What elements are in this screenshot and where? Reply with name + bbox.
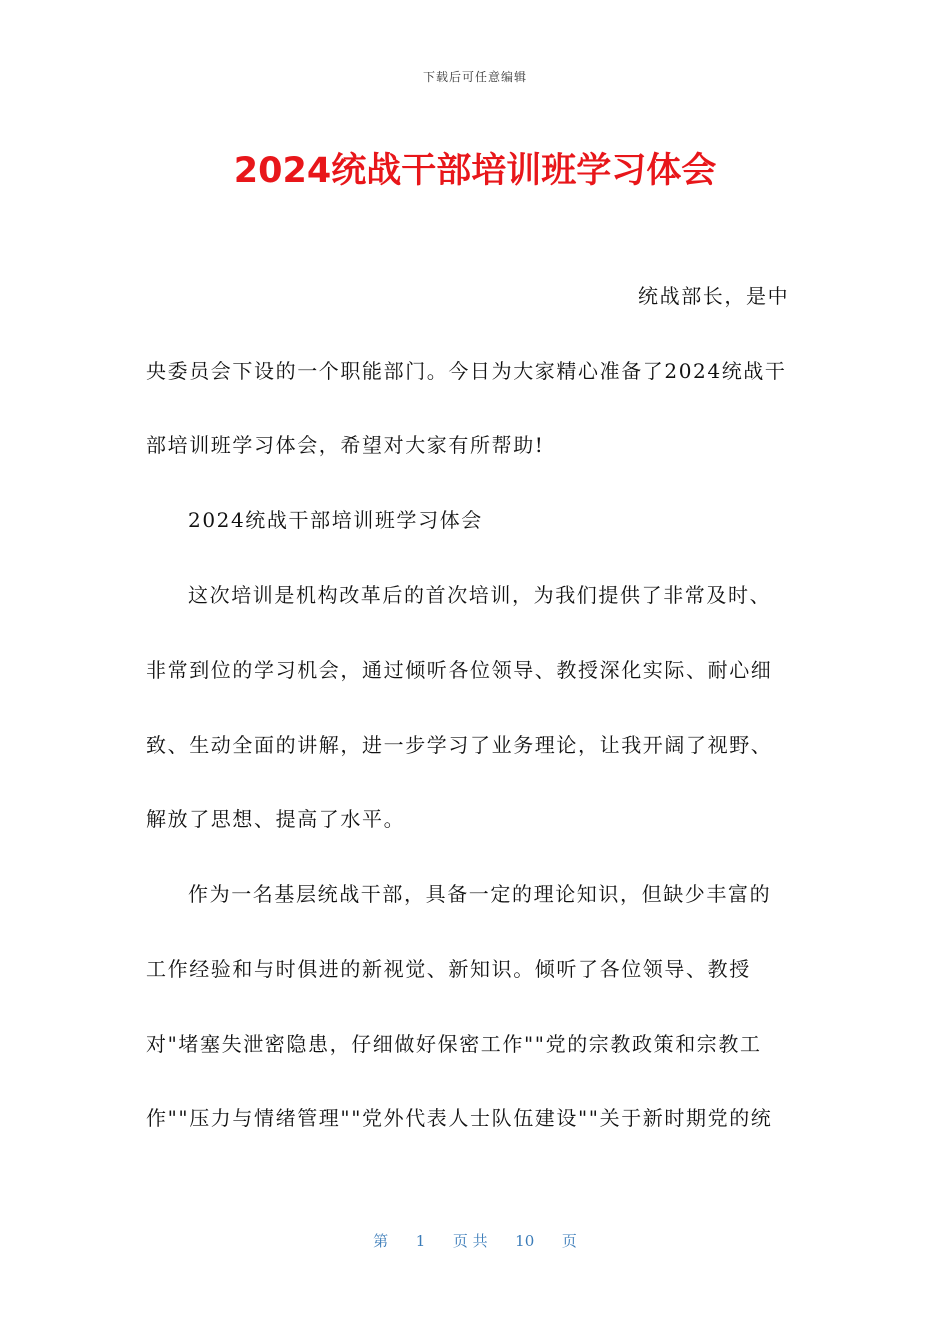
paragraph-line: 致、生动全面的讲解，进一步学习了业务理论，让我开阔了视野、	[146, 733, 773, 757]
footer-suffix: 页	[561, 1232, 577, 1250]
footer-current-page: 1	[415, 1232, 426, 1250]
paragraph-line: 这次培训是机构改革后的首次培训，为我们提供了非常及时、	[188, 583, 772, 607]
paragraph-line: 部培训班学习体会，希望对大家有所帮助!	[146, 433, 545, 457]
document-title: 2024统战干部培训班学习体会	[233, 151, 717, 191]
paragraph-line: 作""压力与情绪管理""党外代表人士队伍建设""关于新时期党的统	[146, 1106, 773, 1130]
paragraph-line: 对"堵塞失泄密隐患，仔细做好保密工作""党的宗教政策和宗教工	[146, 1032, 762, 1056]
paragraph-line: 统战部长，是中	[638, 284, 790, 308]
paragraph-line: 央委员会下设的一个职能部门。今日为大家精心准备了2024统战干	[146, 359, 787, 383]
paragraph-line: 作为一名基层统战干部，具备一定的理论知识，但缺少丰富的	[188, 882, 772, 906]
paragraph-line: 解放了思想、提高了水平。	[146, 807, 406, 831]
paragraph-line: 工作经验和与时俱进的新视觉、新知识。倾听了各位领导、教授	[146, 957, 751, 981]
section-heading: 2024统战干部培训班学习体会	[188, 508, 483, 532]
page-footer	[0, 1230, 950, 1251]
header-note: 下载后可任意编辑	[422, 70, 527, 84]
footer-total-pages: 10	[515, 1232, 535, 1250]
footer-prefix: 第	[373, 1232, 389, 1250]
paragraph-line: 非常到位的学习机会，通过倾听各位领导、教授深化实际、耐心细	[146, 658, 773, 682]
footer-middle: 页 共	[452, 1232, 488, 1250]
